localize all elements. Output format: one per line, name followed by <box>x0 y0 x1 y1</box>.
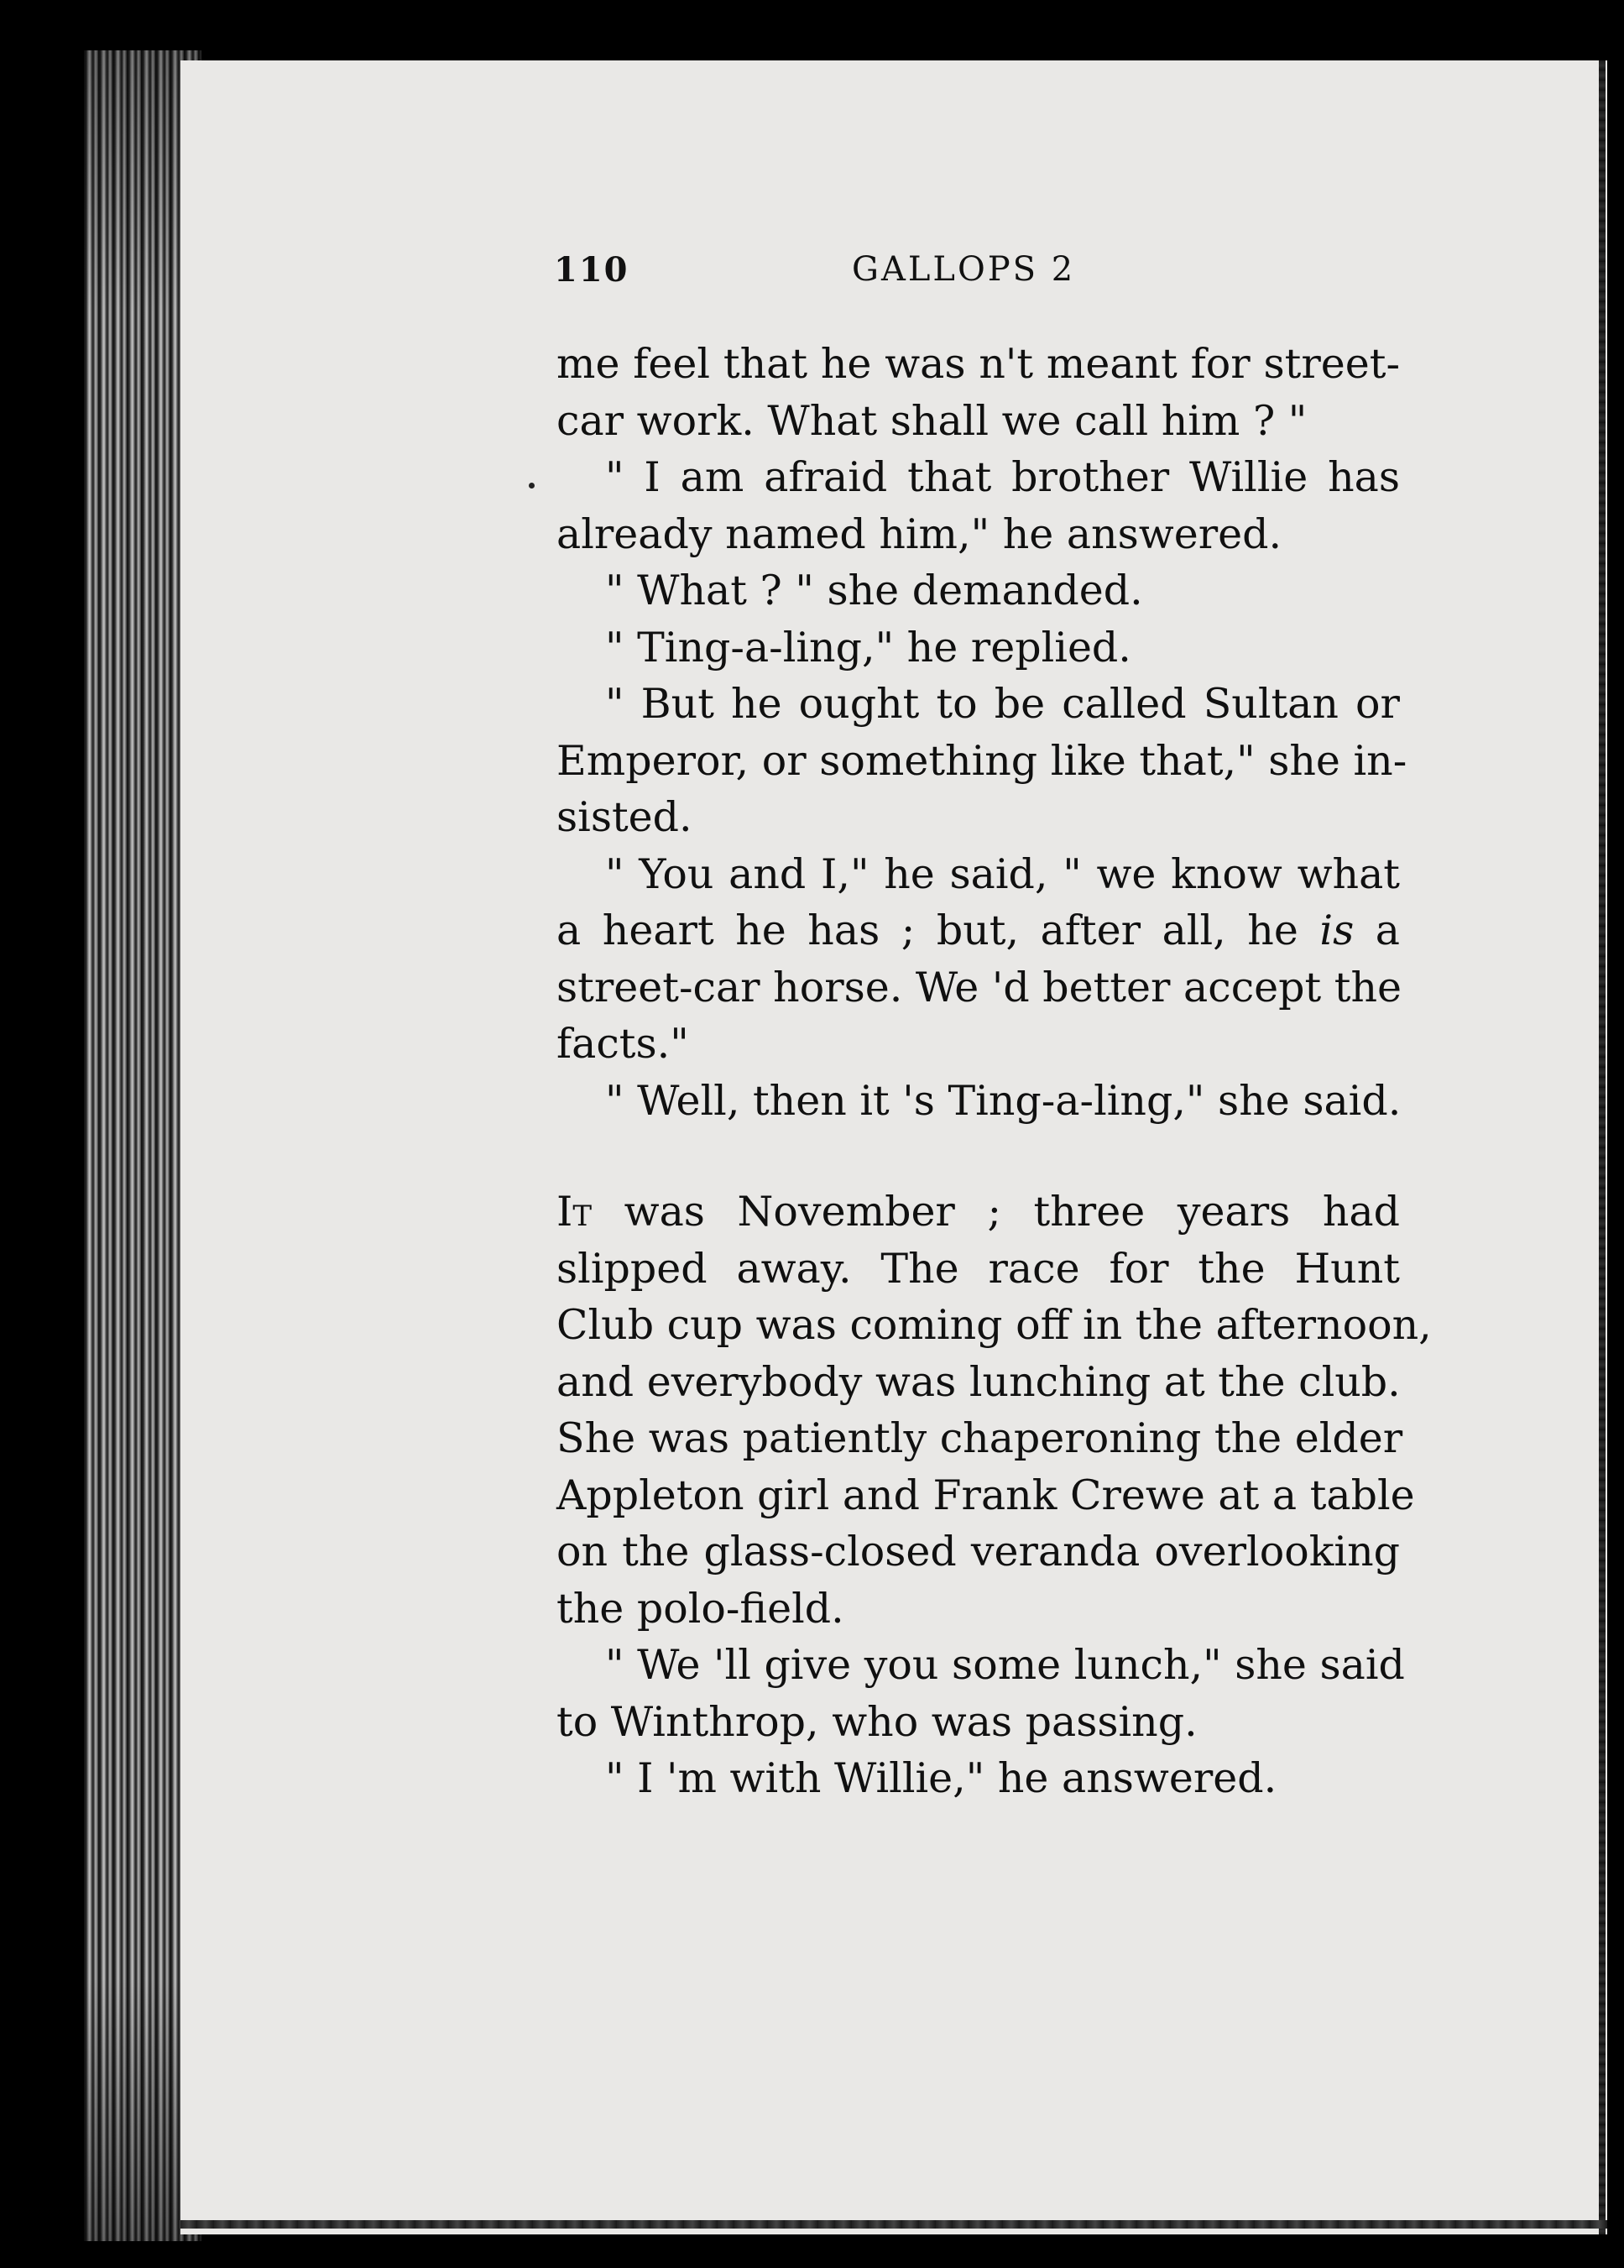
text-line <box>556 1184 1400 1241</box>
text-line <box>556 902 1400 959</box>
running-head: GALLOPS 2 <box>852 250 1076 289</box>
text-line: " What ? " she demanded. <box>605 567 1143 614</box>
text-line: " Ting-a-ling," he replied. <box>605 623 1131 672</box>
text-line: sisted. <box>556 793 692 841</box>
text-line: and everybody was lunching at the club. <box>556 1357 1401 1406</box>
text-line: Emperor, or something like that," she in- <box>556 736 1407 785</box>
text-line: me feel that he was n't meant for street- <box>556 340 1400 388</box>
text-line: car work. What shall we call him ? " <box>556 396 1308 445</box>
text-line: the polo-field. <box>556 1584 844 1633</box>
text-segment: a <box>1375 907 1401 954</box>
text-segment: was November ; three years had <box>624 1188 1401 1236</box>
stray-ink-mark <box>529 483 535 489</box>
section-break <box>556 1129 1400 1184</box>
text-line: to Winthrop, who was passing. <box>556 1697 1198 1746</box>
text-line: Appleton girl and Frank Crewe at a table <box>556 1471 1415 1519</box>
body-text <box>556 336 1432 1807</box>
text-line: " I am afraid that brother Willie has <box>605 453 1400 501</box>
text-line: " But he ought to be called Sultan or <box>605 680 1400 728</box>
bottom-page-edge <box>180 2220 1607 2229</box>
section-initial: It <box>556 1188 593 1236</box>
text-line: Club cup was coming off in the afternoon, <box>556 1301 1432 1349</box>
right-page-edge <box>1599 60 1606 2234</box>
text-line: " I 'm with Willie," he answered. <box>605 1754 1277 1802</box>
text-line: facts." <box>556 1020 689 1068</box>
italic-emphasis: is <box>1319 907 1355 954</box>
page-number: 110 <box>554 250 629 290</box>
text-line: already named him," he answered. <box>556 510 1282 558</box>
page-header <box>554 250 1393 300</box>
text-segment: a heart he has ; but, after all, he <box>556 907 1298 954</box>
text-line: slipped away. The race for the Hunt <box>556 1244 1400 1293</box>
text-line: She was patiently chaperoning the elder <box>556 1414 1403 1462</box>
text-line: street-car horse. We 'd better accept the <box>556 963 1402 1011</box>
text-line: " We 'll give you some lunch," she said <box>605 1641 1405 1689</box>
text-line: " Well, then it 's Ting-a-ling," she said. <box>605 1076 1402 1125</box>
text-line: on the glass-closed veranda overlooking <box>556 1528 1400 1576</box>
text-line: " You and I," he said, " we know what <box>605 849 1400 898</box>
